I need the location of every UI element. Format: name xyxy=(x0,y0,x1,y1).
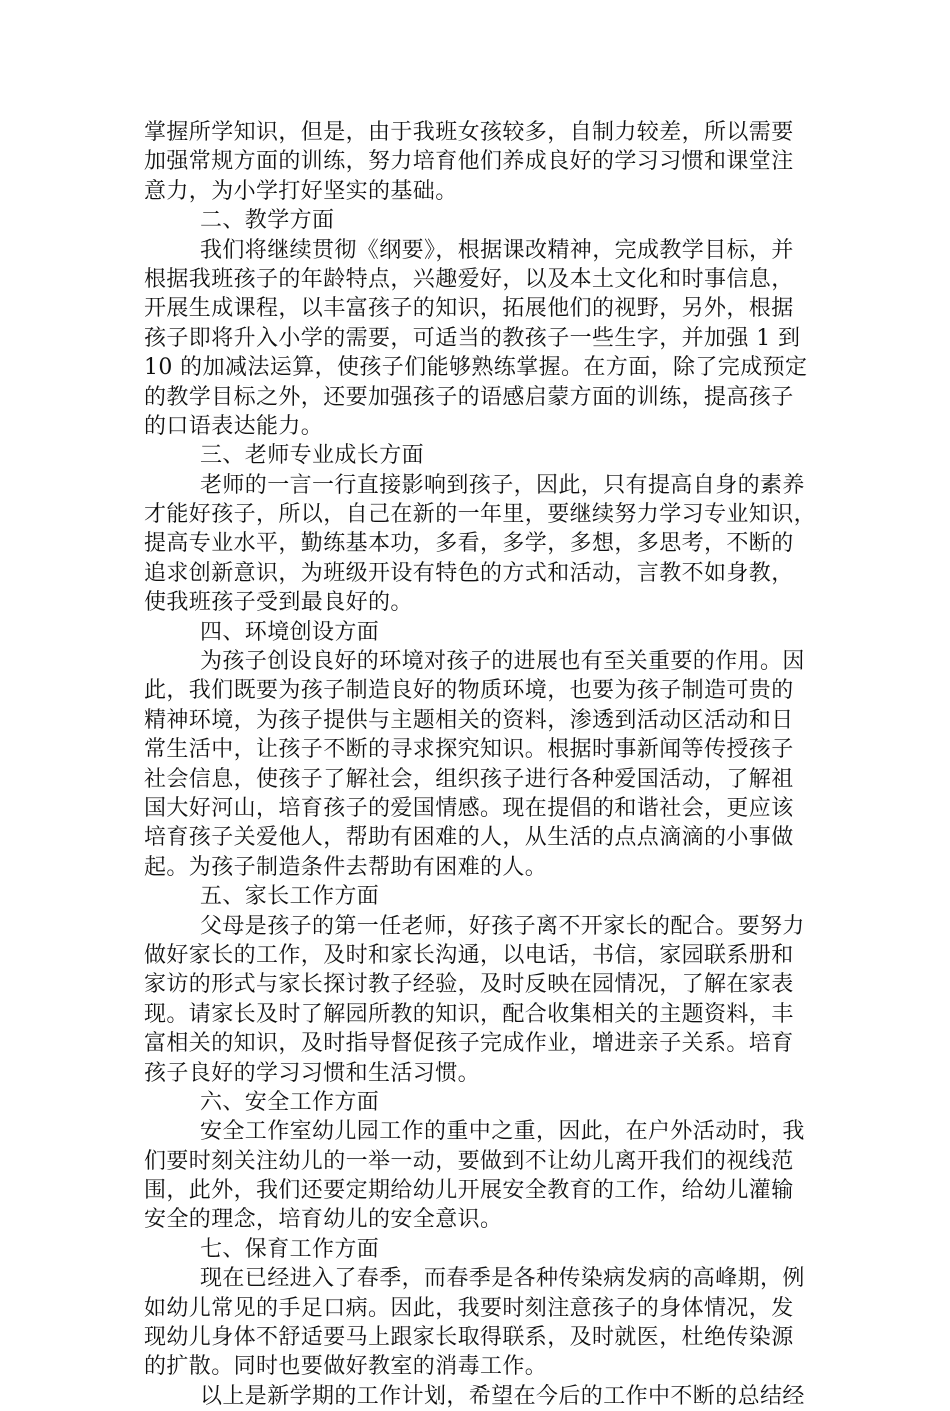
paragraph-start-line: 二、教学方面 xyxy=(200,208,335,234)
paragraph-start-line: 三、老师专业成长方面 xyxy=(200,443,425,469)
text-line: 加强常规方面的训练，努力培育他们养成良好的学习习惯和课堂注 xyxy=(144,149,794,175)
text-line: 社会信息，使孩子了解社会，组织孩子进行各种爱国活动，了解祖 xyxy=(144,766,794,792)
paragraph-start-line: 四、环境创设方面 xyxy=(200,619,380,645)
paragraph-start-line: 五、家长工作方面 xyxy=(200,884,380,910)
paragraph-start-line: 为孩子创设良好的环境对孩子的进展也有至关重要的作用。因 xyxy=(200,649,805,675)
text-line: 安全的理念，培育幼儿的安全意识。 xyxy=(144,1207,503,1233)
text-line: 们要时刻关注幼儿的一举一动，要做到不让幼儿离开我们的视线范 xyxy=(144,1148,794,1174)
paragraph-start-line: 父母是孩子的第一任老师，好孩子离不开家长的配合。要努力 xyxy=(200,913,805,939)
paragraph-start-line: 老师的一言一行直接影响到孩子，因此，只有提高自身的素养 xyxy=(200,472,805,498)
text-line: 做好家长的工作，及时和家长沟通，以电话，书信，家园联系册和 xyxy=(144,942,794,968)
text-line: 掌握所学知识，但是，由于我班女孩较多，自制力较差，所以需要 xyxy=(144,120,794,145)
paragraph-start-line: 我们将继续贯彻《纲要》，根据课改精神，完成教学目标，并 xyxy=(200,237,794,263)
text-line: 如幼儿常见的手足口病。因此，我要时刻注意孩子的身体情况，发 xyxy=(144,1295,794,1321)
text-line: 意力，为小学打好坚实的基础。 xyxy=(144,178,458,204)
text-line: 现。请家长及时了解园所教的知识，配合收集相关的主题资料，丰 xyxy=(144,1001,794,1027)
text-line: 国大好河山，培育孩子的爱国情感。现在提倡的和谐社会，更应该 xyxy=(144,795,794,821)
text-line: 提高专业水平，勤练基本功，多看，多学，多想，多思考，不断的 xyxy=(144,531,794,557)
paragraph-start-line: 以上是新学期的工作计划，希望在今后的工作中不断的总结经 xyxy=(200,1383,805,1409)
text-line: 的扩散。同时也要做好教室的消毒工作。 xyxy=(144,1354,548,1380)
text-line: 起。为孩子制造条件去帮助有困难的人。 xyxy=(144,854,548,880)
paragraph-start-line: 七、保育工作方面 xyxy=(200,1236,380,1262)
text-line: 才能好孩子，所以，自己在新的一年里，要继续努力学习专业知识， xyxy=(144,502,817,528)
text-line: 追求创新意识，为班级开设有特色的方式和活动，言教不如身教， xyxy=(144,560,794,586)
text-line: 富相关的知识，及时指导督促孩子完成作业，增进亲子关系。培育 xyxy=(144,1031,794,1057)
text-line: 此，我们既要为孩子制造良好的物质环境，也要为孩子制造可贵的 xyxy=(144,678,794,704)
text-line: 培育孩子关爱他人，帮助有困难的人，从生活的点点滴滴的小事做 xyxy=(144,825,794,851)
text-line: 根据我班孩子的年龄特点，兴趣爱好，以及本土文化和时事信息， xyxy=(144,266,794,292)
text-line: 开展生成课程，以丰富孩子的知识，拓展他们的视野，另外，根据 xyxy=(144,296,794,322)
text-line: 围，此外，我们还要定期给幼儿开展安全教育的工作，给幼儿灌输 xyxy=(144,1178,794,1204)
paragraph-start-line: 安全工作室幼儿园工作的重中之重，因此，在户外活动时，我 xyxy=(200,1119,805,1145)
text-line: 现幼儿身体不舒适要马上跟家长取得联系，及时就医，杜绝传染源 xyxy=(144,1325,794,1351)
text-line: 孩子即将升入小学的需要，可适当的教孩子一些生字，并加强 1 到 xyxy=(144,325,801,351)
text-line: 家访的形式与家长探讨教子经验，及时反映在园情况，了解在家表 xyxy=(144,972,794,998)
text-line: 的口语表达能力。 xyxy=(144,413,324,439)
paragraph-start-line: 现在已经进入了春季，而春季是各种传染病发病的高峰期，例 xyxy=(200,1266,805,1292)
text-line: 孩子良好的学习习惯和生活习惯。 xyxy=(144,1060,481,1086)
text-line: 常生活中，让孩子不断的寻求探究知识。根据时事新闻等传授孩子 xyxy=(144,737,794,763)
text-line: 精神环境，为孩子提供与主题相关的资料，渗透到活动区活动和日 xyxy=(144,707,794,733)
document-body xyxy=(144,118,817,1411)
text-line: 的教学目标之外，还要加强孩子的语感启蒙方面的训练，提高孩子 xyxy=(144,384,794,410)
paragraph-start-line: 六、安全工作方面 xyxy=(200,1089,380,1115)
text-line: 使我班孩子受到最良好的。 xyxy=(144,590,413,616)
text-line: 10 的加减法运算，使孩子们能够熟练掌握。在方面，除了完成预定 xyxy=(144,355,808,381)
